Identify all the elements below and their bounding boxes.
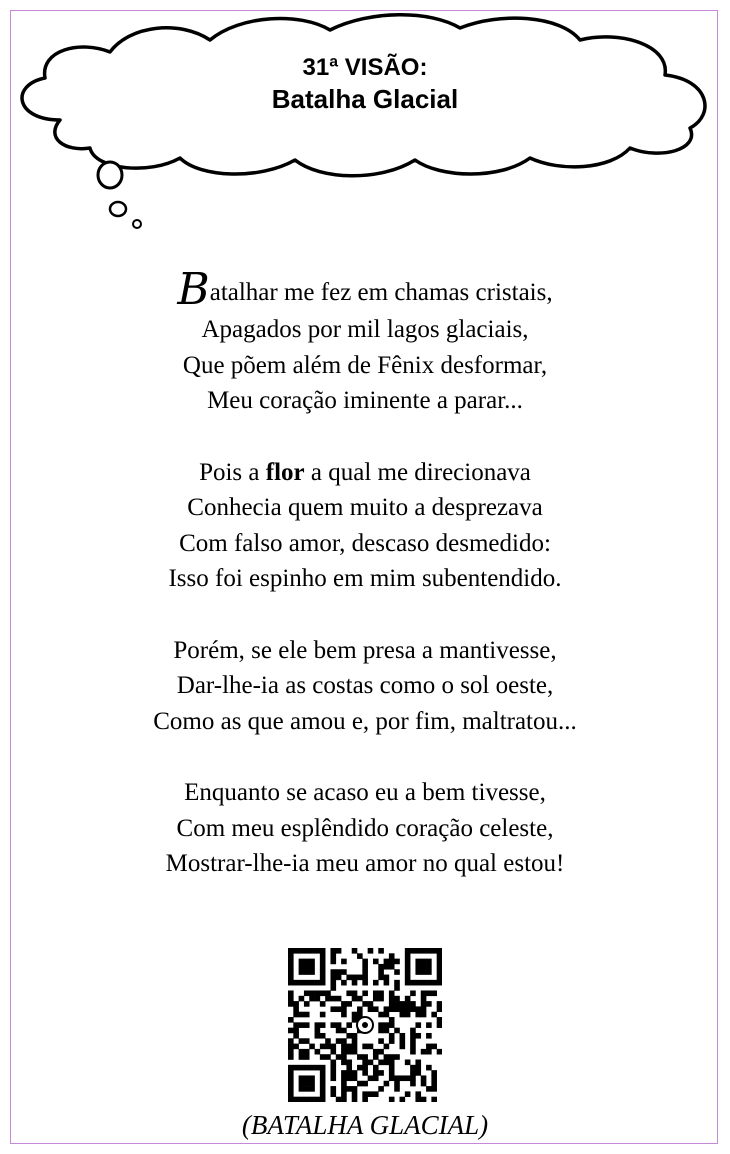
caption: (BATALHA GLACIAL) (241, 1110, 489, 1140)
vision-number: 31ª VISÃO: (302, 54, 428, 81)
poem-line: Meu coração iminente a parar... (207, 387, 523, 414)
poem-line: Isso foi espinho em mim subentendido. (168, 565, 562, 592)
poem-line: Com falso amor, descaso desmedido: (179, 529, 551, 557)
poem-line: Conhecia quem muito a desprezava (187, 494, 543, 521)
poem-line: Que põem além de Fênix desformar, (182, 351, 548, 379)
poem (20, 264, 710, 918)
qr-code-icon (288, 948, 442, 1102)
thought-cloud (0, 0, 730, 240)
stanza-4 (20, 775, 710, 882)
poem-line (20, 264, 710, 315)
poem-line: Enquanto se acaso eu a bem tivesse, (184, 779, 546, 806)
poem-line: Dar-lhe-ia as costas como o sol oeste, (176, 672, 554, 699)
line-text: atalhar me fez em chamas cristais, (209, 279, 553, 306)
stanza-3 (20, 633, 710, 740)
poem-line (20, 455, 710, 491)
stanza-1 (20, 264, 710, 419)
poem-line: Apagados por mil lagos glaciais, (201, 316, 529, 343)
title-block (215, 52, 515, 117)
page-title: Batalha Glacial (271, 84, 459, 115)
line-text: Pois a (199, 458, 266, 486)
line-text: a qual me direcionava (304, 458, 531, 486)
drop-cap: B (177, 264, 210, 315)
poem-line: Com meu esplêndido coração celeste, (176, 814, 554, 842)
stanza-2 (20, 455, 710, 597)
poem-line: Mostrar-lhe-ia meu amor no qual estou! (165, 850, 565, 877)
emphasized-word: flor (265, 458, 305, 486)
poem-line: Porém, se ele bem presa a mantivesse, (173, 636, 557, 664)
poem-line: Como as que amou e, por fim, maltratou... (153, 707, 577, 735)
qr-code[interactable] (288, 948, 442, 1102)
